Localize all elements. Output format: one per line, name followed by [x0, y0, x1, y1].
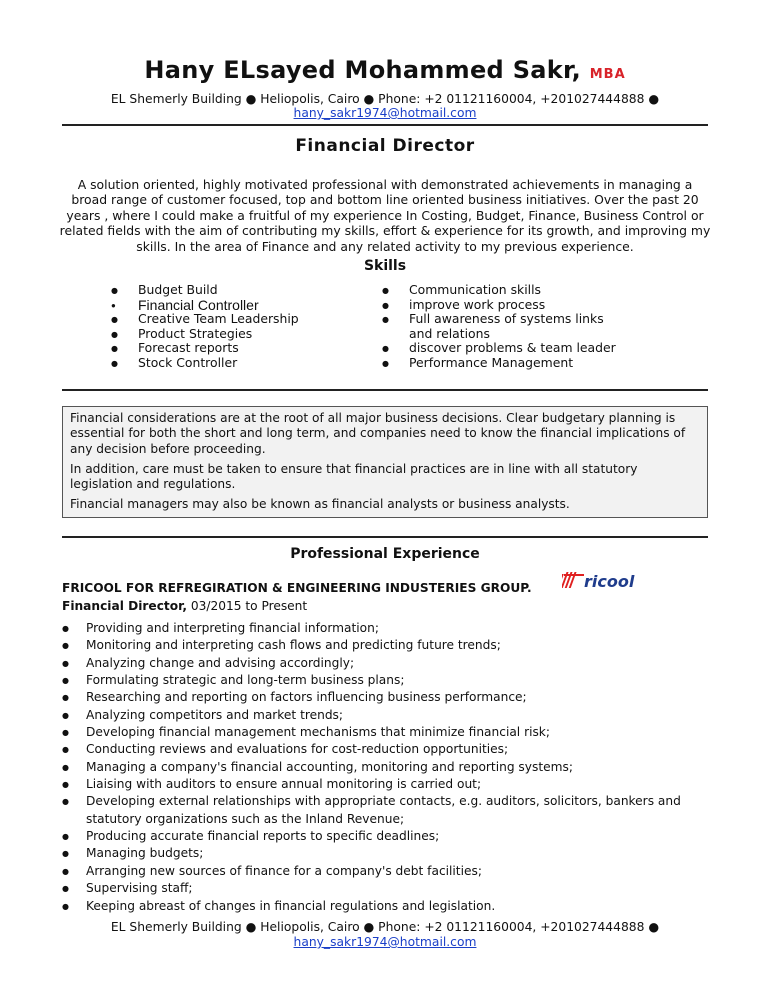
duties-list: [62, 620, 682, 915]
degree: MBA: [589, 67, 626, 82]
divider: [62, 536, 708, 538]
skills-right-list: [382, 283, 622, 371]
list-item: ● Supervising staff;: [62, 880, 682, 897]
info-paragraph: In addition, care must be taken to ensure that financial practices are in line with all statutory legislation and regulations.: [70, 461, 638, 492]
list-item: ● Managing budgets;: [62, 845, 682, 862]
list-item: ● Communication skills: [382, 283, 622, 298]
list-item: ● Researching and reporting on factors influencing business performance;: [62, 689, 682, 706]
list-item: ● Providing and interpreting financial information;: [62, 620, 682, 637]
info-paragraph: Financial considerations are at the root of all major business decisions. Clear budgetary planning is essential for both the short and long term, and companies need to know the financial implications of any decision before proceeding.: [70, 411, 686, 456]
list-item: ● Financial Controller: [111, 298, 361, 313]
list-item: ● Managing a company's financial accounting, monitoring and reporting systems;: [62, 759, 682, 776]
list-item: ● Arranging new sources of finance for a company's debt facilities;: [62, 863, 682, 880]
footer-contact: EL Shemerly Building ● Heliopolis, Cairo ● Phone: +2 01121160004, +201027444888 ●: [110, 920, 660, 934]
list-item: ● Analyzing change and advising accordingly;: [62, 655, 682, 672]
summary: A solution oriented, highly motivated professional with demonstrated achievements in managing a broad range of customer focused, top and bottom line oriented business initiatives. Over the past 20 years , where I could make a fruitful of my experience In Costing, Budget, Finance, Business Control or related fields with the aim of contributing my skills, effort & experience for its growth, and improving my skills. In the area of Finance and any related activity to my previous experience.: [59, 177, 711, 254]
email-link[interactable]: hany_sakr1974@hotmail.com: [293, 106, 477, 120]
candidate-name: [62, 56, 708, 84]
list-item: ● Conducting reviews and evaluations for cost-reduction opportunities;: [62, 741, 682, 758]
footer-email-link[interactable]: hany_sakr1974@hotmail.com: [293, 935, 477, 949]
list-item: ● Analyzing competitors and market trends;: [62, 707, 682, 724]
list-item: ● Budget Build: [111, 283, 361, 298]
list-item: ● Forecast reports: [111, 341, 361, 356]
list-item: ● discover problems & team leader: [382, 341, 622, 356]
list-item: ● Full awareness of systems links and relations: [382, 312, 622, 341]
period: 03/2015 to Present: [186, 599, 308, 613]
list-item: ● Keeping abreast of changes in financial regulations and legislation.: [62, 898, 682, 915]
list-item: ● improve work process: [382, 298, 622, 313]
name-text: Hany ELsayed Mohammed Sakr,: [144, 56, 582, 84]
role: Financial Director,: [62, 599, 187, 613]
list-item: ● Producing accurate financial reports to specific deadlines;: [62, 828, 682, 845]
fricool-logo: [562, 568, 644, 594]
list-item: ● Liaising with auditors to ensure annual monitoring is carried out;: [62, 776, 682, 793]
svg-text:ricool: ricool: [584, 572, 635, 591]
list-item: ● Developing external relationships with appropriate contacts, e.g. auditors, solicitors, bankers and statutory organizations such as the Inland Revenue;: [62, 793, 682, 828]
info-paragraph: Financial managers may also be known as financial analysts or business analysts.: [70, 497, 570, 512]
skills-left-list: [111, 283, 361, 371]
list-item: ● Monitoring and interpreting cash flows and predicting future trends;: [62, 637, 682, 654]
list-item: ● Stock Controller: [111, 356, 361, 371]
job-title: Financial Director: [295, 136, 475, 156]
role-line: [62, 599, 307, 613]
list-item: ● Product Strategies: [111, 327, 361, 342]
list-item: ● Formulating strategic and long-term business plans;: [62, 672, 682, 689]
list-item: ● Developing financial management mechanisms that minimize financial risk;: [62, 724, 682, 741]
divider: [62, 389, 708, 391]
skills-heading: Skills: [363, 258, 407, 274]
contact-line: EL Shemerly Building ● Heliopolis, Cairo ● Phone: +2 01121160004, +201027444888 ●: [110, 92, 660, 106]
divider: [62, 124, 708, 126]
experience-heading: Professional Experience: [290, 546, 480, 562]
list-item: ● Creative Team Leadership: [111, 312, 361, 327]
info-box: [62, 406, 708, 518]
list-item: ● Performance Management: [382, 356, 622, 371]
company-name: FRICOOL FOR REFREGIRATION & ENGINEERING INDUSTERIES GROUP.: [62, 581, 532, 595]
